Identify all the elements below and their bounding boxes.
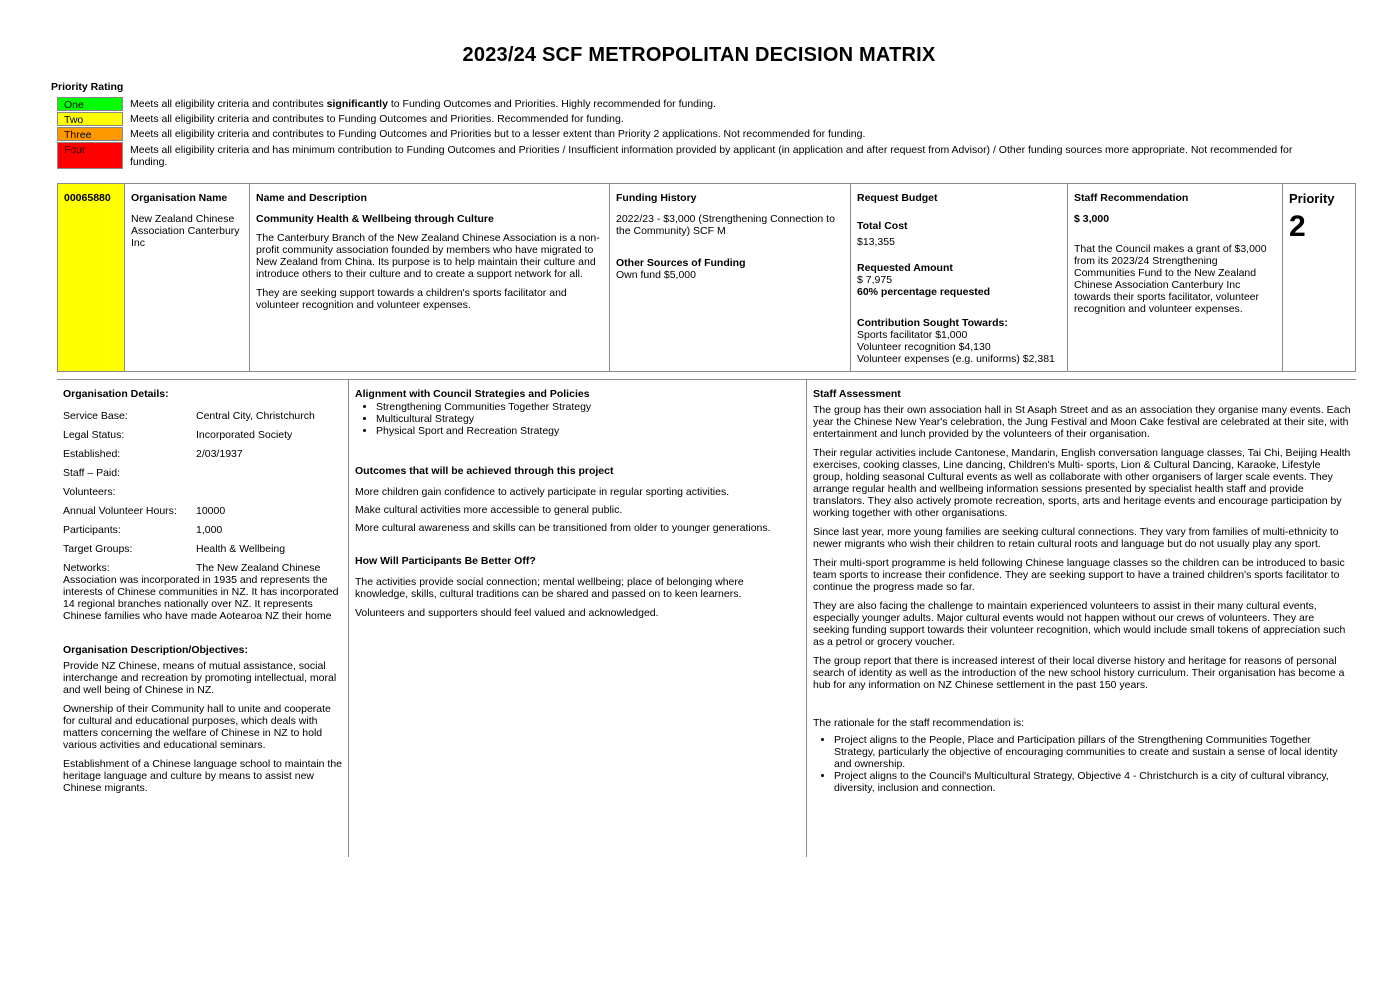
contribution-item: Volunteer recognition $4,130 bbox=[857, 341, 991, 353]
priority-level-two bbox=[57, 112, 123, 126]
funding-history-header: Funding History bbox=[616, 192, 697, 204]
assessment-paragraph: They are also facing the challenge to maintain experienced volunteers to assist in their many cultural events, especially younger adults. Major cultural events would not happen without our crews of volunteers. They are seeking funding support towards their volunteer recognition, which would include small tokens of appreciation such as a petrol or grocery voucher. bbox=[813, 600, 1346, 648]
assessment-paragraph: Their multi-sport programme is held following Chinese language classes so the children can be introduced to basic team sports to increase their confidence. They are seeking support to have a trained children's sports facilitator to continue the progress made so far. bbox=[813, 557, 1345, 593]
application-summary-table bbox=[57, 183, 1356, 372]
organisation-details-heading: Organisation Details: bbox=[63, 388, 169, 400]
priority-swatch: Three bbox=[57, 127, 123, 141]
application-id-cell bbox=[58, 184, 125, 371]
organisation-name: New Zealand Chinese Association Canterbury Inc bbox=[131, 213, 240, 249]
better-off-item: Volunteers and supporters should feel valued and acknowledged. bbox=[355, 607, 659, 619]
rationale-intro: The rationale for the staff recommendation is: bbox=[813, 717, 1025, 729]
funding-history: 2022/23 - $3,000 (Strengthening Connection to the Community) SCF M bbox=[616, 213, 835, 237]
request-budget-cell bbox=[851, 184, 1068, 371]
detail-row: Service Base: Central City, Christchurch bbox=[63, 410, 315, 422]
name-description-header: Name and Description bbox=[256, 192, 367, 204]
objective-paragraph: Establishment of a Chinese language school to maintain the heritage language and culture by means to assist new Chinese migrants. bbox=[63, 758, 343, 794]
percent-requested: 60% percentage requested bbox=[857, 286, 991, 298]
priority-level-one bbox=[57, 97, 123, 111]
page-title: 2023/24 SCF METROPOLITAN DECISION MATRIX bbox=[462, 44, 936, 66]
staff-recommendation-cell bbox=[1068, 184, 1283, 371]
alignment-section bbox=[355, 388, 795, 619]
priority-level-four bbox=[57, 142, 123, 169]
objective-paragraph: Provide NZ Chinese, means of mutual assistance, social interchange and recreation by promoting intellectual, moral and well being of Chinese in NZ. bbox=[63, 660, 337, 696]
outcome-item: More cultural awareness and skills can be transitioned from older to younger generations. bbox=[355, 522, 771, 534]
priority-level-description: Meets all eligibility criteria and contributes to Funding Outcomes and Priorities but to a lesser extent than Priority 2 applications. Not recommended for funding. bbox=[130, 128, 866, 140]
column-divider bbox=[348, 379, 349, 857]
name-description-cell bbox=[250, 184, 610, 371]
list-item: • Physical Sport and Recreation Strategy bbox=[376, 425, 795, 437]
priority-swatch: Four bbox=[57, 142, 123, 169]
detail-row: Volunteers: bbox=[63, 486, 116, 498]
staff-assessment-section bbox=[813, 388, 1353, 794]
objective-paragraph: Ownership of their Community hall to unite and cooperate for cultural and educational purposes, which deals with matters concerning the welfare of Chinese in NZ to hold various activities and educational seminars. bbox=[63, 703, 331, 751]
networks-text: Association was incorporated in 1935 and represents the interests of Chinese communities in NZ. It has incorporated 14 regional branches nationally over NZ. It represents Chinese families who have made Aotearoa NZ their home bbox=[63, 574, 339, 622]
priority-level-description: Meets all eligibility criteria and contributes significantly to Funding Outcomes and Priorities. Highly recommended for funding. bbox=[130, 98, 716, 110]
objectives-heading: Organisation Description/Objectives: bbox=[63, 644, 248, 656]
priority-header: Priority bbox=[1289, 191, 1335, 206]
assessment-paragraph: Since last year, more young families are seeking cultural connections. They vary from families of multi-ethnicity to newer migrants who wish their children to retain cultural roots and language but do not usually play any sport. bbox=[813, 526, 1339, 550]
rationale-list bbox=[813, 734, 1353, 794]
staff-recommendation-amount: $ 3,000 bbox=[1074, 213, 1110, 225]
assessment-paragraph: The group report that there is increased interest of their local diverse history and heritage for reasons of personal search of identity as well as the introduction of the new school history curriculum. Their organisation has become a hub for any information on NZ Chinese settlement in the past 150 years. bbox=[813, 655, 1345, 691]
staff-recommendation-header: Staff Recommendation bbox=[1074, 192, 1189, 204]
project-title: Community Health & Wellbeing through Culture bbox=[256, 213, 494, 225]
staff-recommendation-text: That the Council makes a grant of $3,000 from its 2023/24 Strengthening Communities Fund to the New Zealand Chinese Association Canterbury Inc towards their sports facilitator, volunteer recognition and volunteer expenses. bbox=[1074, 243, 1267, 315]
contribution-item: Volunteer expenses (e.g. uniforms) $2,381 bbox=[857, 353, 1055, 365]
priority-value: 2 bbox=[1289, 210, 1306, 243]
contribution-item: Sports facilitator $1,000 bbox=[857, 329, 968, 341]
assessment-paragraph: Their regular activities include Cantonese, Mandarin, English conversation language classes, Tai Chi, Beijing Health exercises, cooking classes, Line dancing, Children's Multi- sports, Lion & Cultural Dancing, Karaoke, Lifestyle group, holding seasonal Cultural events as well as collaborate with other organisers of larger scale events. They arrange regular health and wellbeing information sessions presented by specialist health staff and provide translators. They also actively promote recreation, sports, arts and heritage events and encourage participation by working together with other organisations. bbox=[813, 447, 1351, 519]
detail-row: Staff – Paid: bbox=[63, 467, 121, 479]
list-item: • Strengthening Communities Together Strategy bbox=[376, 401, 795, 413]
alignment-heading: Alignment with Council Strategies and Policies bbox=[355, 388, 590, 400]
other-sources-header: Other Sources of Funding bbox=[616, 257, 746, 269]
detail-row: Target Groups: Health & Wellbeing bbox=[63, 543, 286, 555]
priority-level-description: Meets all eligibility criteria and has minimum contribution to Funding Outcomes and Priorities / Insufficient information provided by applicant (in application and after request from Advisor) / Other funding sources more appropriate. Not recommended for funding. bbox=[130, 144, 1293, 168]
requested-amount-label: Requested Amount bbox=[857, 262, 953, 274]
outcomes-heading: Outcomes that will be achieved through this project bbox=[355, 465, 614, 477]
requested-amount-value: $ 7,975 bbox=[857, 274, 893, 286]
priority-level-description: Meets all eligibility criteria and contributes to Funding Outcomes and Priorities. Recommended for funding. bbox=[130, 113, 624, 125]
total-cost-value: $13,355 bbox=[857, 236, 895, 248]
better-off-heading: How Will Participants Be Better Off? bbox=[355, 555, 536, 567]
detail-row: Annual Volunteer Hours: 10000 bbox=[63, 505, 226, 517]
outcome-item: Make cultural activities more accessible to general public. bbox=[355, 504, 623, 516]
organisation-name-header: Organisation Name bbox=[131, 192, 228, 204]
priority-swatch: One bbox=[57, 97, 123, 111]
section-divider bbox=[57, 379, 1356, 380]
list-item: • Project aligns to the Council's Multicultural Strategy, Objective 4 - Christchurch is a city of cultural vibrancy, diversity, inclusion and connection. bbox=[834, 770, 1353, 794]
staff-assessment-heading: Staff Assessment bbox=[813, 388, 901, 400]
funding-history-cell bbox=[610, 184, 851, 371]
assessment-paragraph: The group has their own association hall in St Asaph Street and as an association they organise many events. Each year the Chinese New Year's celebration, the Jung Festival and Moon Cake festival are celebrated at their site, with entertainment and lunch provided by the volunteers of their organisation. bbox=[813, 404, 1351, 440]
priority-level-three bbox=[57, 127, 123, 141]
detail-row: Established: 2/03/1937 bbox=[63, 448, 243, 460]
priority-rating-heading: Priority Rating bbox=[51, 81, 124, 93]
outcome-item: More children gain confidence to actively participate in regular sporting activities. bbox=[355, 486, 730, 498]
list-item: • Multicultural Strategy bbox=[376, 413, 795, 425]
application-id: 00065880 bbox=[64, 192, 111, 204]
organisation-details-section bbox=[63, 388, 343, 794]
strategy-list bbox=[355, 401, 795, 437]
networks-row: Networks: The New Zealand Chinese bbox=[63, 562, 321, 574]
detail-row: Legal Status: Incorporated Society bbox=[63, 429, 293, 441]
list-item: • Project aligns to the People, Place and Participation pillars of the Strengthening Communities Together Strategy, particularly the objective of encouraging communities to create and sustain a sense of local identity and ownership. bbox=[834, 734, 1353, 770]
priority-cell bbox=[1283, 184, 1355, 371]
project-description: The Canterbury Branch of the New Zealand Chinese Association is a non-profit community association founded by members who have migrated to New Zealand from China. Its purpose is to help maintain their culture and introduce others to their culture and to create a support network for all. bbox=[256, 232, 600, 280]
total-cost-label: Total Cost bbox=[857, 220, 908, 232]
other-sources: Own fund $5,000 bbox=[616, 269, 696, 281]
organisation-name-cell bbox=[125, 184, 250, 371]
project-request-summary: They are seeking support towards a children's sports facilitator and volunteer recognition and volunteer expenses. bbox=[256, 287, 567, 311]
contribution-header: Contribution Sought Towards: bbox=[857, 317, 1008, 329]
better-off-item: The activities provide social connection; mental wellbeing; place of belonging where knowledge, skills, cultural traditions can be shared and passed on to keen learners. bbox=[355, 576, 744, 600]
priority-swatch: Two bbox=[57, 112, 123, 126]
request-budget-header: Request Budget bbox=[857, 192, 938, 204]
column-divider bbox=[806, 379, 807, 857]
detail-row: Participants: 1,000 bbox=[63, 524, 223, 536]
